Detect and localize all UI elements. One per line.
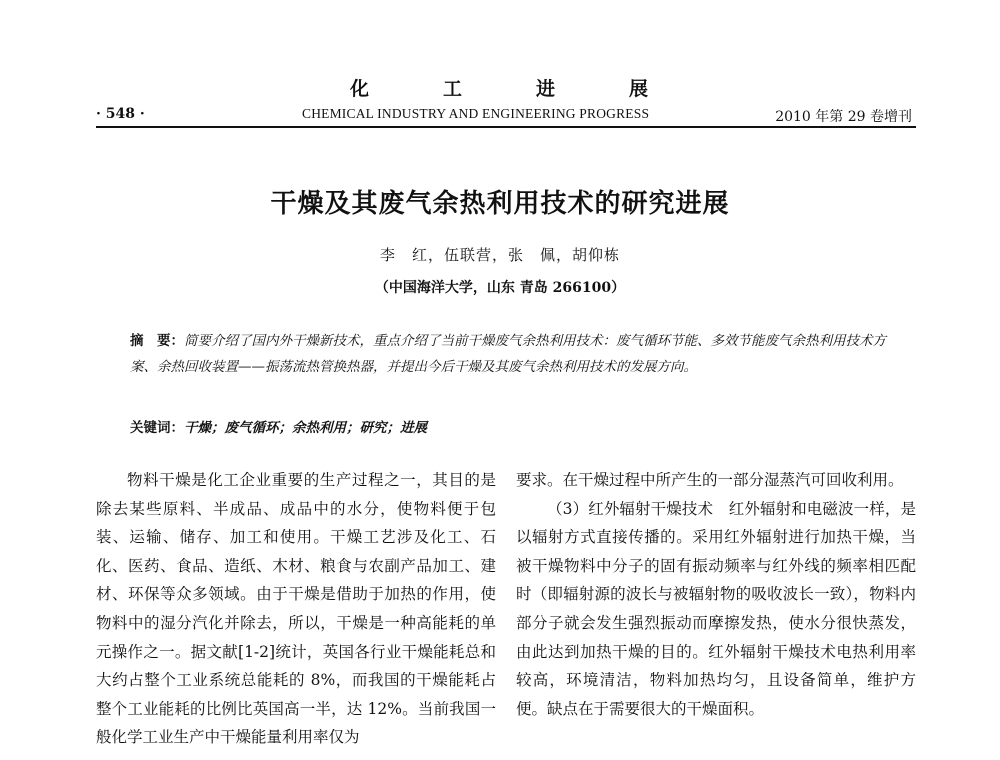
article-title: 干燥及其废气余热利用技术的研究进展 — [270, 189, 730, 219]
journal-char: 进 — [536, 78, 558, 100]
page-number: · 548 · — [96, 106, 145, 122]
paragraph: （3）红外辐射干燥技术 红外辐射和电磁波一样，是以辐射方式直接传播的。采用红外辐射进行加热干燥，当被干燥物料中分子的固有振动频率与红外线的频率相匹配时（即辐射源的波长与被辐射物的吸收波长一致），物料内部分子就会发生强烈振动而摩擦发热，使水分很快蒸发，由此达到加热干燥的目的。红外辐射干燥技术电热利用率较高，环境清洁，物料加热均匀，且设备简单，维护方便。缺点在于需要很大的干燥面积。 — [516, 499, 916, 718]
journal-char: 展 — [629, 78, 651, 100]
abstract-text: 简要介绍了国内外干燥新技术，重点介绍了当前干燥废气余热利用技术：废气循环节能、多效节能废气余热利用技术方案、余热回收装置——振荡流热管换热器，并提出今后干燥及其废气余热利用技术的发展方向。 — [130, 333, 886, 375]
authors: 李 红，伍联营，张 佩，胡仰栋 — [379, 246, 620, 264]
keywords-text: 干燥；废气循环；余热利用；研究；进展 — [184, 420, 427, 436]
keywords — [130, 416, 890, 436]
journal-title-cn — [0, 74, 1000, 101]
abstract-label: 摘 要： — [130, 333, 184, 349]
paragraph: 物料干燥是化工企业重要的生产过程之一，其目的是除去某些原料、半成品、成品中的水分，使物料便于包装、运输、储存、加工和使用。干燥工艺涉及化工、石化、医药、食品、造纸、木材、粮食与农副产品加工、建材、环保等众多领域。由于干燥是借助于加热的作用，使物料中的湿分汽化并除去，所以，干燥是一种高能耗的单元操作之一。据文献[1-2]统计，英国各行业干燥能耗总和大约占整个工业系统总能耗的 8%，而我国的干燥能耗占整个工业能耗的比例比英国高一半，达 12%。当前我国一般化学工业生产中干燥能量利用率仅为 — [96, 471, 496, 747]
journal-char: 化 — [349, 78, 371, 100]
abstract — [130, 328, 890, 380]
keywords-label: 关键词： — [130, 420, 184, 436]
affiliation: （中国海洋大学，山东 青岛 266100） — [374, 280, 626, 296]
journal-char: 工 — [442, 78, 464, 100]
running-header — [96, 106, 916, 128]
issue-info: 2010 年第 29 卷增刊 — [775, 109, 912, 125]
body-column-right — [516, 466, 916, 723]
paragraph: 要求。在干燥过程中所产生的一部分湿蒸汽可回收利用。 — [516, 471, 904, 489]
header-rule — [96, 126, 916, 128]
body-column-left — [96, 466, 496, 752]
journal-title-en: CHEMICAL INDUSTRY AND ENGINEERING PROGRESS — [302, 106, 650, 121]
